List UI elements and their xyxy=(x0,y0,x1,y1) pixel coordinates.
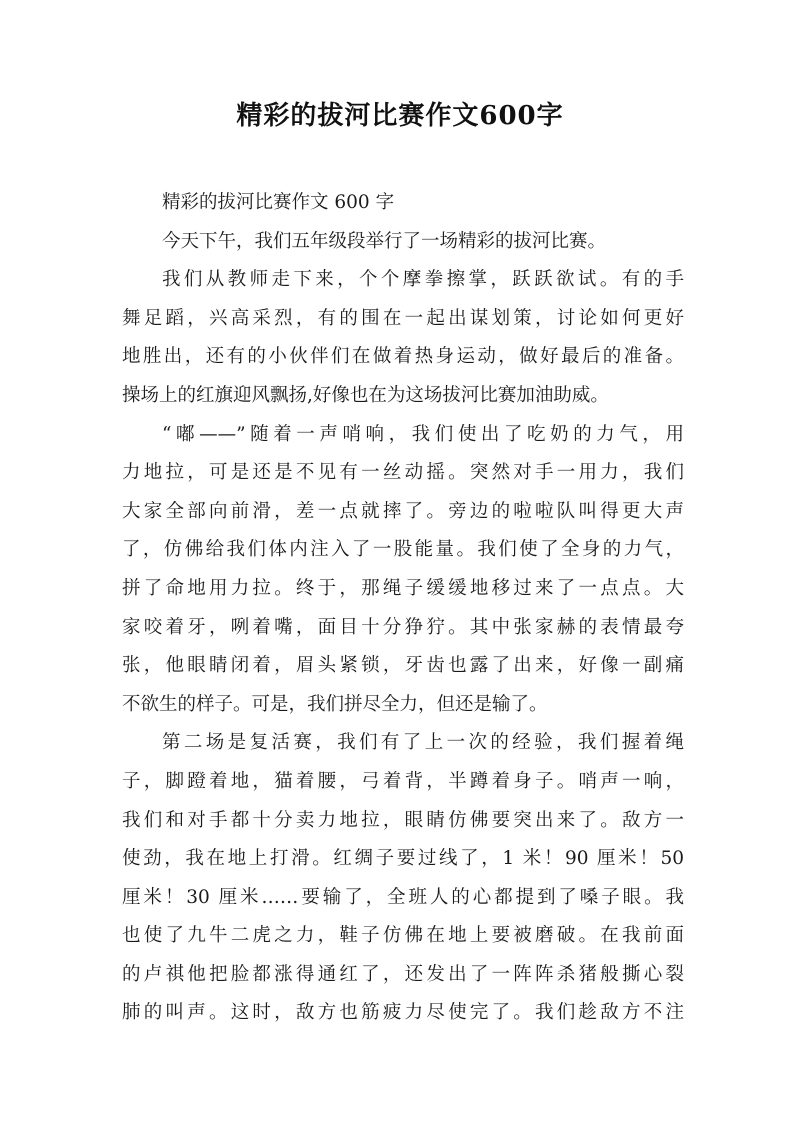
paragraph-line: 的卢祺他把脸都涨得通红了，还发出了一阵阵杀猪般撕心裂 xyxy=(122,963,684,985)
paragraph-line: 使劲，我在地上打滑。红绸子要过线了，1 米！90 厘米！50 xyxy=(122,848,684,870)
paragraph-line: 不欲生的样子。可是，我们拼尽全力，但还是输了。 xyxy=(122,693,548,715)
paragraph-line: 也使了九牛二虎之力，鞋子仿佛在地上要被磨破。在我前面 xyxy=(122,925,684,947)
paragraph-line: 张，他眼睛闭着，眉头紧锁，牙齿也露了出来，好像一副痛 xyxy=(122,655,684,677)
paragraph-line: 肺的叫声。这时，敌方也筋疲力尽使完了。我们趁敌方不注 xyxy=(122,1002,684,1024)
paragraph-line: 地胜出，还有的小伙伴们在做着热身运动，做好最后的准备。 xyxy=(122,346,684,368)
paragraph-line: 力地拉，可是还是不见有一丝动摇。突然对手一用力，我们 xyxy=(122,462,684,484)
essay-subtitle-line: 精彩的拔河比赛作文 600 字 xyxy=(162,192,395,213)
paragraph-line: 家咬着牙，咧着嘴，面目十分狰狞。其中张家赫的表情最夸 xyxy=(122,616,684,638)
paragraph-line: 我们和对手都十分卖力地拉，眼睛仿佛要突出来了。敌方一 xyxy=(122,809,684,831)
document-title: 精彩的拔河比赛作文600字 xyxy=(236,101,564,131)
paragraph-line: 厘米！30 厘米……要输了，全班人的心都提到了嗓子眼。我 xyxy=(122,886,684,908)
paragraph-line: 操场上的红旗迎风飘扬,好像也在为这场拔河比赛加油助威。 xyxy=(122,384,609,406)
paragraph-line: 今天下午，我们五年级段举行了一场精彩的拔河比赛。 xyxy=(162,230,607,252)
paragraph-line: 舞足蹈，兴高采烈，有的围在一起出谋划策，讨论如何更好 xyxy=(122,307,684,329)
paragraph-line: “嘟——”随着一声哨响，我们使出了吃奶的力气，用 xyxy=(162,423,684,445)
paragraph-line: 第二场是复活赛，我们有了上一次的经验，我们握着绳 xyxy=(162,732,684,754)
paragraph-line: 了，仿佛给我们体内注入了一股能量。我们使了全身的力气， xyxy=(122,539,684,561)
paragraph-line: 我们从教师走下来，个个摩拳擦掌，跃跃欲试。有的手 xyxy=(162,269,684,291)
paragraph-line: 子，脚蹬着地，猫着腰，弓着背，半蹲着身子。哨声一响， xyxy=(122,770,684,792)
paragraph-line: 大家全部向前滑，差一点就摔了。旁边的啦啦队叫得更大声 xyxy=(122,500,684,522)
document-body xyxy=(122,184,684,1033)
paragraph-line: 拼了命地用力拉。终于，那绳子缓缓地移过来了一点点。大 xyxy=(122,577,684,599)
